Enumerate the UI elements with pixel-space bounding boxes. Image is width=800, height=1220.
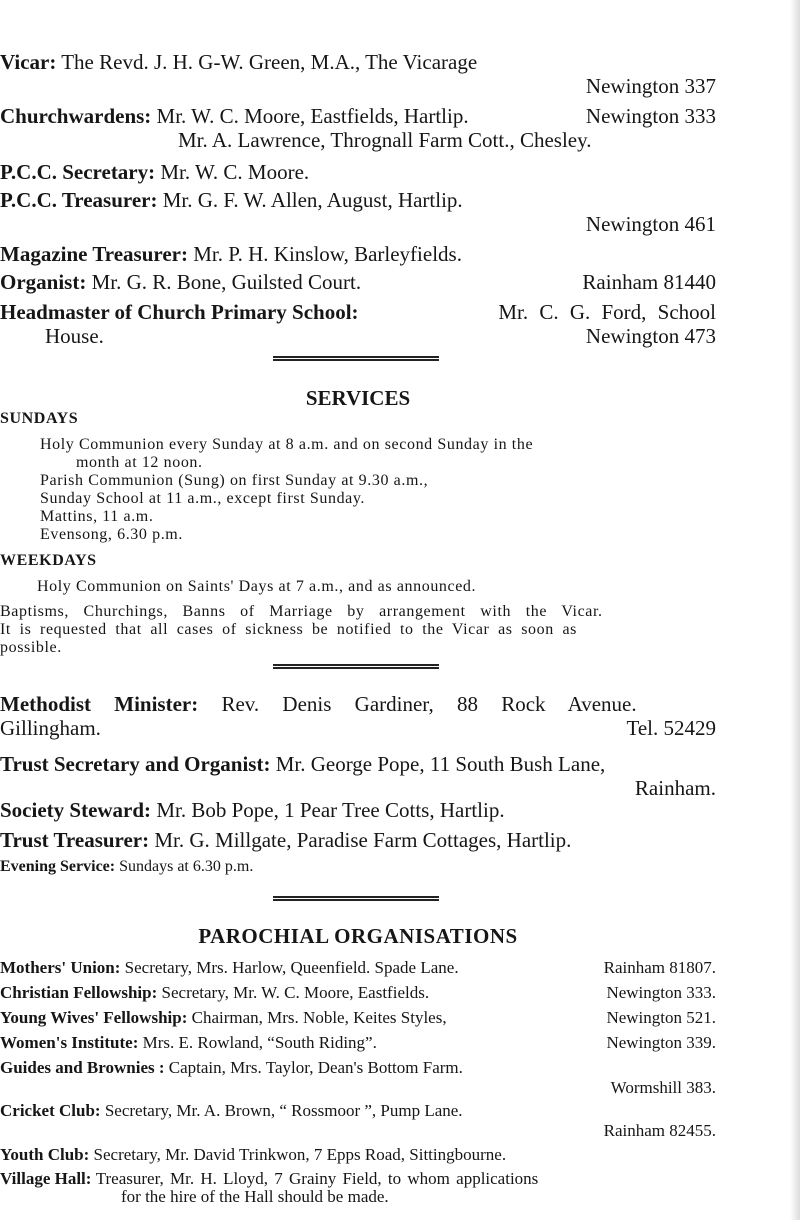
org-guides — [0, 1058, 716, 1098]
org-mothers-union-label: Mothers' Union: — [0, 958, 121, 977]
methodist-minister-label: Methodist Minister: — [0, 692, 199, 716]
pcc-secretary-entry — [0, 160, 716, 184]
society-steward-text: Mr. Bob Pope, 1 Pear Tree Cotts, Hartlip. — [156, 798, 505, 822]
methodist-minister-text: Rev. Denis Gardiner, 88 Rock Avenue. — [221, 692, 637, 716]
headmaster-label: Headmaster of Church Primary School: — [0, 300, 359, 324]
page-edge-shadow — [790, 0, 800, 1220]
magazine-treasurer-label: Magazine Treasurer: — [0, 242, 188, 266]
divider-rule — [273, 356, 439, 361]
org-village-hall-line2: for the hire of the Hall should be made. — [121, 1187, 389, 1206]
org-christian-fellowship-text: Secretary, Mr. W. C. Moore, Eastfields. — [161, 983, 430, 1002]
org-mothers-union — [0, 958, 716, 978]
org-village-hall — [0, 1170, 716, 1206]
evening-service-label: Evening Service: — [0, 858, 116, 875]
org-young-wives — [0, 1008, 716, 1028]
org-womens-institute-phone: Newington 339. — [606, 1033, 716, 1052]
organist-label: Organist: — [0, 270, 87, 294]
churchwardens-phone: Newington 333 — [585, 104, 716, 128]
headmaster-text: Mr. C. G. Ford, School — [498, 300, 716, 324]
org-cricket-text: Secretary, Mr. A. Brown, “ Rossmoor ”, Pump Lane. — [104, 1101, 463, 1120]
org-guides-phone: Wormshill 383. — [610, 1078, 716, 1097]
divider-rule — [273, 664, 439, 669]
services-note-3: possible. — [0, 639, 62, 656]
society-steward-entry — [0, 798, 716, 822]
org-womens-institute — [0, 1033, 716, 1053]
sundays-line-1b: month at 12 noon. — [76, 454, 203, 471]
org-young-wives-phone: Newington 521. — [606, 1008, 716, 1027]
services-note-1: Baptisms, Churchings, Banns of Marriage by arrangement with the Vicar. — [0, 603, 603, 620]
organist-phone: Rainham 81440 — [582, 270, 716, 294]
churchwardens-line2: Mr. A. Lawrence, Thrognall Farm Cott., Chesley. — [178, 128, 592, 152]
sundays-line-4: Mattins, 11 a.m. — [40, 508, 154, 525]
trust-secretary-line2: Rainham. — [634, 776, 716, 800]
pcc-treasurer-label: P.C.C. Treasurer: — [0, 188, 158, 212]
divider-rule — [273, 896, 439, 901]
churchwardens-label: Churchwardens: — [0, 104, 152, 128]
services-note-2: It is requested that all cases of sickness be notified to the Vicar as soon as — [0, 621, 577, 638]
org-cricket — [0, 1101, 716, 1141]
org-christian-fellowship-phone: Newington 333. — [606, 983, 716, 1002]
trust-treasurer-text: Mr. G. Millgate, Paradise Farm Cottages, Hartlip. — [154, 828, 572, 852]
org-youth — [0, 1145, 716, 1165]
weekdays-line-1: Holy Communion on Saints' Days at 7 a.m., and as announced. — [37, 578, 477, 595]
vicar-entry — [0, 50, 716, 98]
org-village-hall-text: Treasurer, Mr. H. Lloyd, 7 Grainy Field, to whom applications — [95, 1169, 539, 1188]
weekdays-heading: WEEKDAYS — [0, 552, 97, 569]
evening-service-entry — [0, 858, 716, 876]
headmaster-entry — [0, 300, 716, 348]
org-young-wives-label: Young Wives' Fellowship: — [0, 1008, 188, 1027]
sundays-list — [40, 436, 716, 544]
methodist-minister-entry — [0, 692, 716, 740]
org-mothers-union-text: Secretary, Mrs. Harlow, Queenfield. Spade Lane. — [124, 958, 459, 977]
trust-secretary-label: Trust Secretary and Organist: — [0, 752, 271, 776]
trust-secretary-entry — [0, 752, 716, 800]
evening-service-text: Sundays at 6.30 p.m. — [119, 858, 254, 875]
services-notes — [0, 603, 716, 657]
churchwardens-entry — [0, 104, 716, 152]
org-guides-label: Guides and Brownies : — [0, 1058, 165, 1077]
sundays-line-1: Holy Communion every Sunday at 8 a.m. and on second Sunday in the — [40, 436, 534, 453]
organist-entry — [0, 270, 716, 294]
trust-secretary-text: Mr. George Pope, 11 South Bush Lane, — [275, 752, 606, 776]
pcc-treasurer-text: Mr. G. F. W. Allen, August, Hartlip. — [162, 188, 463, 212]
sundays-line-2: Parish Communion (Sung) on first Sunday at 9.30 a.m., — [40, 472, 429, 489]
magazine-treasurer-text: Mr. P. H. Kinslow, Barleyfields. — [193, 242, 462, 266]
org-christian-fellowship — [0, 983, 716, 1003]
pcc-treasurer-phone: Newington 461 — [585, 212, 716, 236]
organist-text: Mr. G. R. Bone, Guilsted Court. — [91, 270, 362, 294]
vicar-text: The Revd. J. H. G-W. Green, M.A., The Vicarage — [61, 50, 478, 74]
org-womens-institute-label: Women's Institute: — [0, 1033, 139, 1052]
org-mothers-union-phone: Rainham 81807. — [603, 958, 716, 977]
pcc-treasurer-entry — [0, 188, 716, 236]
pcc-secretary-label: P.C.C. Secretary: — [0, 160, 156, 184]
org-youth-text: Secretary, Mr. David Trinkwon, 7 Epps Road, Sittingbourne. — [93, 1145, 507, 1164]
vicar-phone: Newington 337 — [585, 74, 716, 98]
org-christian-fellowship-label: Christian Fellowship: — [0, 983, 158, 1002]
services-heading: SERVICES — [305, 386, 411, 410]
org-guides-text: Captain, Mrs. Taylor, Dean's Bottom Farm. — [168, 1058, 463, 1077]
organisations-heading: PAROCHIAL ORGANISATIONS — [198, 924, 518, 948]
org-womens-institute-text: Mrs. E. Rowland, “South Riding”. — [142, 1033, 377, 1052]
methodist-minister-phone: Tel. 52429 — [626, 716, 716, 740]
sundays-line-3: Sunday School at 11 a.m., except first Sunday. — [40, 490, 366, 507]
magazine-treasurer-entry — [0, 242, 716, 266]
org-young-wives-text: Chairman, Mrs. Noble, Keites Styles, — [191, 1008, 447, 1027]
org-youth-label: Youth Club: — [0, 1145, 90, 1164]
churchwardens-line1: Mr. W. C. Moore, Eastfields, Hartlip. — [156, 104, 469, 128]
org-cricket-label: Cricket Club: — [0, 1101, 101, 1120]
pcc-secretary-text: Mr. W. C. Moore. — [160, 160, 310, 184]
trust-treasurer-entry — [0, 828, 716, 852]
org-cricket-phone: Rainham 82455. — [603, 1121, 716, 1140]
methodist-minister-line2: Gillingham. — [0, 716, 101, 740]
vicar-label: Vicar: — [0, 50, 57, 74]
headmaster-phone: Newington 473 — [585, 324, 716, 348]
sundays-line-5: Evensong, 6.30 p.m. — [40, 526, 183, 543]
trust-treasurer-label: Trust Treasurer: — [0, 828, 150, 852]
org-village-hall-label: Village Hall: — [0, 1169, 92, 1188]
headmaster-line2: House. — [45, 324, 104, 348]
sundays-heading: SUNDAYS — [0, 410, 79, 427]
society-steward-label: Society Steward: — [0, 798, 152, 822]
